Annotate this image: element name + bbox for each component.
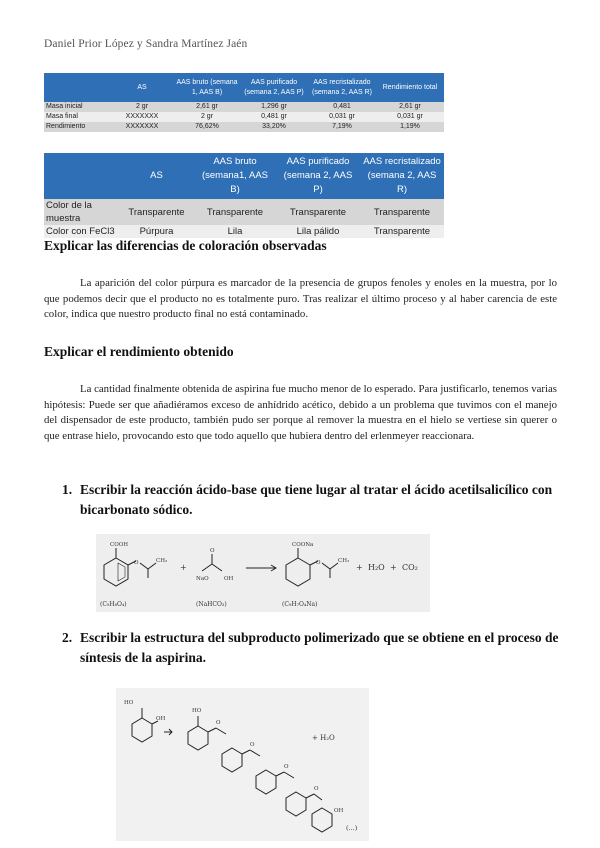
group-label: HO [192,708,202,714]
group-label: OH [156,716,166,722]
page-header: Daniel Prior López y Sandra Martínez Jaén [44,38,248,50]
table-cell: Transparente [360,199,444,225]
table-cell: XXXXXXX [110,112,174,122]
table-cell: Púrpura [119,225,194,238]
group-label: O [314,786,319,792]
benzene-ring [188,726,208,750]
group-label: O [134,560,139,566]
plus-sign: + [390,563,397,572]
table-cell: XXXXXXX [110,122,174,132]
table-cell: 33,20% [240,122,308,132]
question-number: 2. [62,630,73,645]
paragraph-yield [44,382,557,444]
question-1 [62,480,562,520]
group-label: O [316,560,321,566]
question-number: 1. [62,482,73,497]
group-label: NaO [196,576,209,582]
formula-label: (NaHCO₃) [196,601,227,608]
group-label: O [250,742,255,748]
paragraph-coloration [44,276,557,323]
table-cell: Rendimiento [44,122,110,132]
benzene-ring [222,748,242,772]
benzene-ring [132,718,152,742]
paragraph-text: La cantidad finalmente obtenida de aspirina fue mucho menor de lo esperado. Para justificarlo, tenemos varias hipótesis: Puede ser que añadiéramos exceso de anhídrido acético, debido a un problema que tuvimos con el manejo del dispensador de este producto, también pudo ser porque al remover la muestra en el hielo se vertiese sin querer o que entrase hielo, provocando esto que todo aquello que hubiera dentro del erlenmeyer reaccionara. [44,383,557,442]
table-row [44,122,444,132]
table-cell: 1,19% [376,122,444,132]
table-cell: 2 gr [174,112,240,122]
benzene-ring [312,808,332,832]
table-cell: 0,481 [308,102,376,112]
paragraph-text: La aparición del color púrpura es marcador de la presencia de grupos fenoles y enoles en la muestra, por lo que podemos decir que el producto no es totalmente puro. Tras realizar el último proceso y al haber carencia de este color, indica que nuestro producto final no está contaminado. [44,277,557,321]
group-label: OH [334,808,344,814]
question-text: Escribir la reacción ácido-base que tiene lugar al tratar el ácido acetilsalicílico con bicarbonato sódico. [80,482,553,517]
group-label: O [284,764,289,770]
group-label: HO [124,700,134,706]
water-label: H₂O [368,563,385,572]
table-cell: 2,61 gr [376,102,444,112]
header-cell [44,73,110,102]
color-table-header [44,153,444,199]
table-cell: 2 gr [110,102,174,112]
benzene-ring [104,558,128,586]
table-cell: Color con FeCl3 [44,225,119,238]
header-cell [44,153,119,199]
header-cell: AAS purificado (semana 2, AAS P) [276,153,360,199]
formula-label: (C₉H₈O₄) [100,601,127,608]
table-cell: 0,031 gr [308,112,376,122]
yield-table-header [44,73,444,102]
header-cell: AAS recristalizado (semana 2, AAS R) [360,153,444,199]
water-label: + H₂O [312,734,335,742]
table-cell: Transparente [194,199,276,225]
group-label: COOH [110,542,129,548]
benzene-ring [256,770,276,794]
header-cell: AS [119,153,194,199]
table-cell: Masa final [44,112,110,122]
reaction-figure [96,534,430,612]
section-heading-coloration: Explicar las diferencias de coloración observadas [44,238,327,253]
table-row [44,199,444,225]
question-2 [62,628,562,668]
table-cell: 0,031 gr [376,112,444,122]
table-cell: 76,62% [174,122,240,132]
polymer-drawing [116,688,369,841]
group-label: O [210,548,215,554]
header-cell: AAS bruto (semana1, AAS B) [194,153,276,199]
table-cell: 0,481 gr [240,112,308,122]
benzene-ring [286,558,310,586]
group-label: CH₃ [338,558,350,564]
table-cell: 2,61 gr [174,102,240,112]
group-label: CH₃ [156,558,168,564]
table-cell: Masa inicial [44,102,110,112]
group-label: O [216,720,221,726]
table-cell: 7,19% [308,122,376,132]
section-heading-yield: Explicar el rendimiento obtenido [44,344,234,359]
header-cell: Rendimiento total [376,73,444,102]
table-row [44,225,444,238]
table-cell: 1,296 gr [240,102,308,112]
header-cell: AAS recristalizado (semana 2, AAS R) [308,73,376,102]
question-text: Escribir la estructura del subproducto polimerizado que se obtiene en el proceso de síntesis de la aspirina. [80,630,559,665]
group-label: COONa [292,542,314,548]
co2-label: CO₂ [402,563,418,572]
table-row [44,102,444,112]
benzene-ring [286,792,306,816]
header-cell: AAS bruto (semana 1, AAS B) [174,73,240,102]
table-cell: Transparente [360,225,444,238]
plus-sign: + [356,563,363,572]
color-table [44,153,444,238]
table-cell: Lila [194,225,276,238]
plus-sign: + [180,563,187,572]
formula-label: (C₉H₇O₄Na) [282,601,318,608]
table-cell: Transparente [276,199,360,225]
table-cell: Lila pálido [276,225,360,238]
table-row [44,112,444,122]
header-cell: AAS purificado (semana 2, AAS P) [240,73,308,102]
table-cell: Color de la muestra [44,199,119,225]
table-cell: Transparente [119,199,194,225]
benzene-ring [118,563,125,581]
polymer-figure [116,688,369,841]
yield-table [44,73,444,132]
reaction-drawing [96,534,430,612]
group-label: OH [224,576,234,582]
header-cell: AS [110,73,174,102]
ellipsis-label: (...) [346,824,358,832]
